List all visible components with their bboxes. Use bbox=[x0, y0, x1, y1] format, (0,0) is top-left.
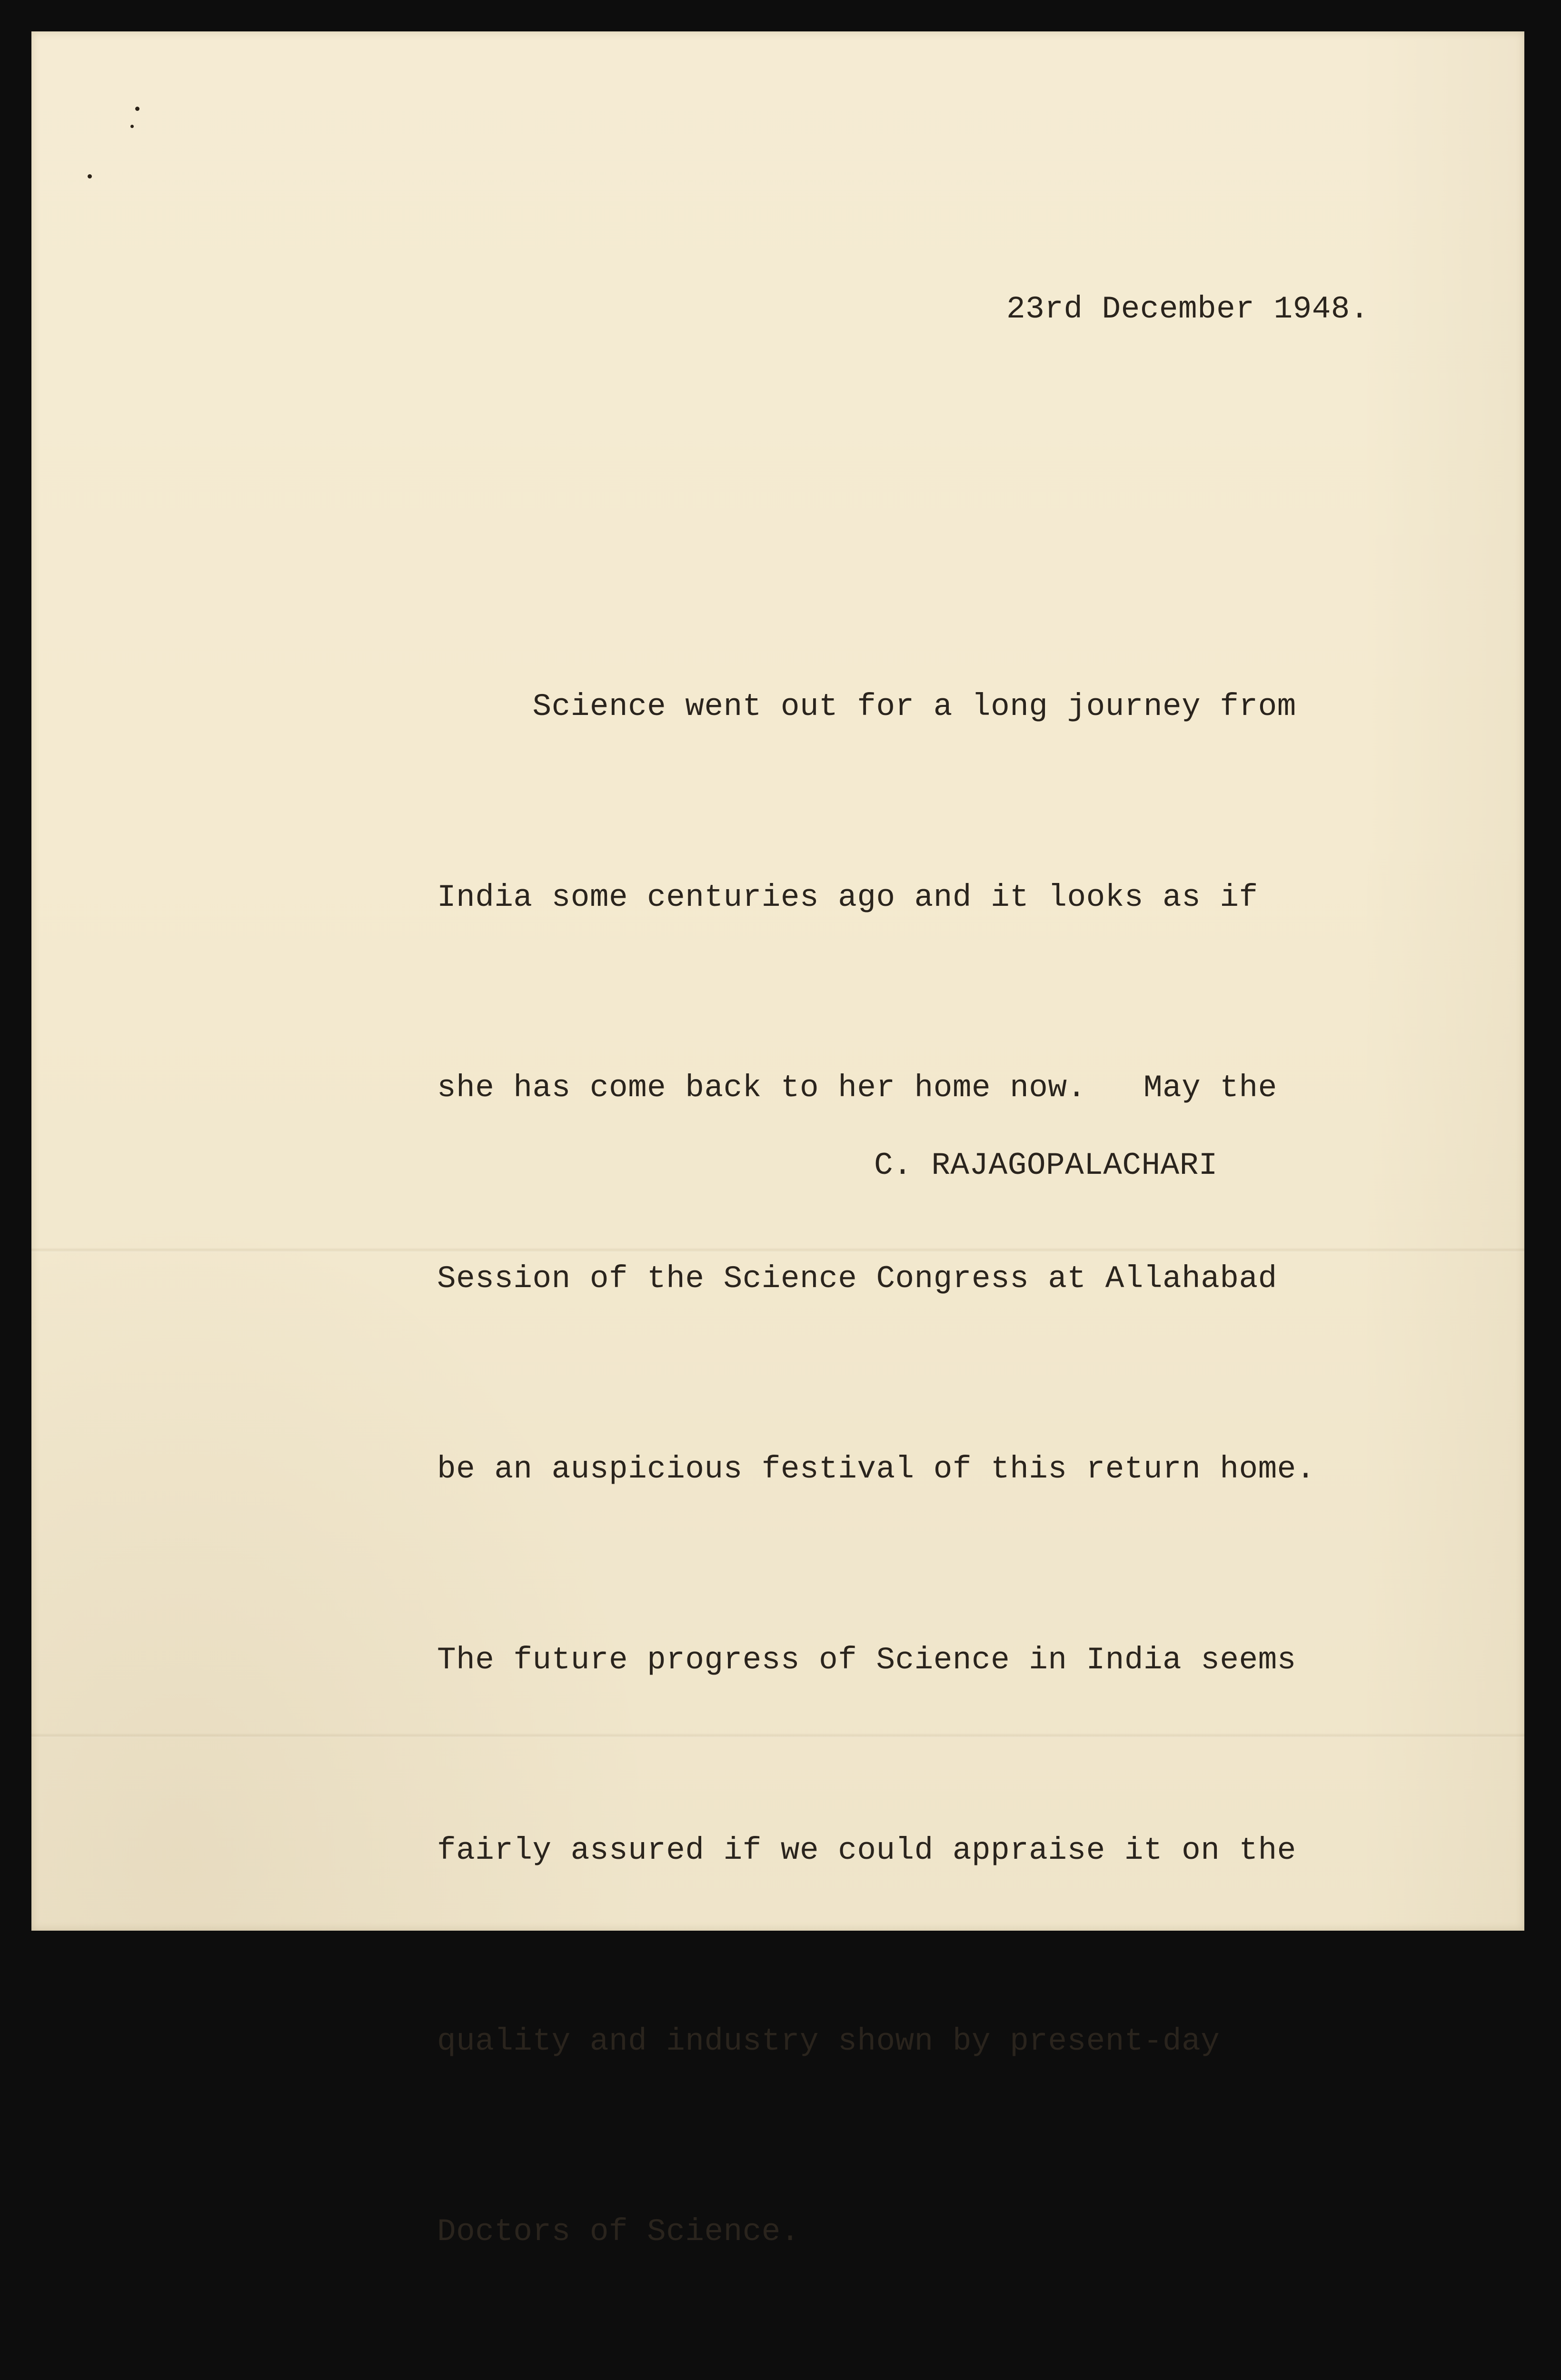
letter-date: 23rd December 1948. bbox=[1006, 291, 1370, 327]
staple-mark bbox=[88, 174, 92, 178]
letter-body-line: India some centuries ago and it looks as if bbox=[437, 879, 1258, 915]
letter-body-line: quality and industry shown by present-day bbox=[437, 2023, 1220, 2059]
letter-body-line: fairly assured if we could appraise it on the bbox=[437, 1833, 1296, 1868]
staple-mark bbox=[135, 107, 139, 111]
letter-body-line: Session of the Science Congress at Allahabad bbox=[437, 1260, 1277, 1297]
letter-body-line: be an auspicious festival of this return home. bbox=[437, 1451, 1315, 1487]
letter-body-line: she has come back to her home now. May the bbox=[437, 1070, 1277, 1106]
letter-body-line: Doctors of Science. bbox=[437, 2214, 800, 2250]
paper-sheet bbox=[31, 31, 1524, 2250]
letter-body-line: Science went out for a long journey from bbox=[437, 689, 1296, 724]
letter-body bbox=[437, 548, 1315, 2380]
letter-body-line: The future progress of Science in India seems bbox=[437, 1642, 1296, 1678]
letter-signature: C. RAJAGOPALACHARI bbox=[874, 1148, 1218, 1183]
staple-mark bbox=[130, 125, 134, 128]
